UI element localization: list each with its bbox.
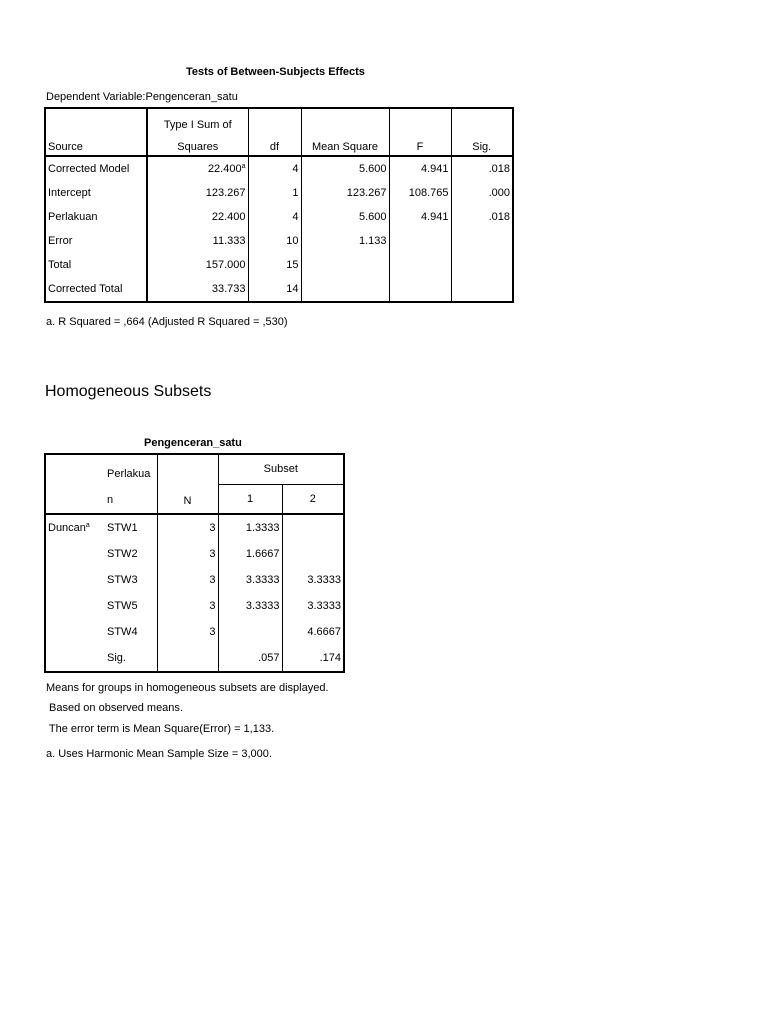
row-ss: 33.733 (211, 283, 246, 295)
row-n: 3 (157, 593, 218, 619)
duncan-note-3: The error term is Mean Square(Error) = 1,133. (46, 723, 275, 735)
header-f: F (389, 133, 451, 156)
row-sig (451, 277, 513, 302)
row-mean-square: 5.600 (301, 205, 389, 229)
row-n: 3 (157, 514, 218, 541)
row-df: 10 (248, 229, 301, 253)
method-cell (45, 567, 105, 593)
anova-header-row-1 (45, 108, 513, 133)
row-subset-1: 1.3333 (218, 514, 282, 541)
duncan-row (45, 541, 344, 567)
anova-row (45, 229, 513, 253)
row-sig (451, 253, 513, 277)
row-subset-1 (218, 619, 282, 645)
header-ss-line2: Squares (177, 141, 219, 153)
method-cell (45, 619, 105, 645)
row-source: Corrected Model (45, 156, 147, 181)
duncan-row (45, 593, 344, 619)
row-sig: .018 (451, 156, 513, 181)
row-ss: 22.400 (211, 211, 246, 223)
header-perlakuan (105, 454, 157, 514)
anova-row (45, 156, 513, 181)
duncan-note-2: Based on observed means. (46, 702, 183, 714)
row-subset-1: 1.6667 (218, 541, 282, 567)
row-f (389, 277, 451, 302)
row-df: 4 (248, 156, 301, 181)
row-n: 3 (157, 619, 218, 645)
method-cell (45, 645, 105, 672)
anova-row (45, 253, 513, 277)
row-f: 4.941 (389, 156, 451, 181)
row-source: Total (45, 253, 147, 277)
duncan-note-4: a. Uses Harmonic Mean Sample Size = 3,000. (46, 748, 272, 760)
row-subset-2: 3.3333 (282, 593, 344, 619)
row-ss: 157.000 (205, 259, 246, 271)
header-subset: Subset (218, 454, 344, 484)
method-cell (45, 541, 105, 567)
row-group: STW4 (107, 626, 138, 638)
row-source: Intercept (45, 181, 147, 205)
duncan-note-1: Means for groups in homogeneous subsets are displayed. (46, 682, 329, 694)
header-perlakuan-line1: Perlakua (107, 468, 151, 480)
row-group: STW3 (107, 574, 138, 586)
row-mean-square: 5.600 (301, 156, 389, 181)
header-subset-2: 2 (282, 484, 344, 514)
header-mean-square: Mean Square (301, 133, 389, 156)
row-f: 108.765 (389, 181, 451, 205)
row-n: 3 (157, 567, 218, 593)
method-label: Duncan (48, 522, 86, 534)
header-sig: Sig. (451, 133, 513, 156)
row-df: 15 (248, 253, 301, 277)
row-ss: 11.333 (212, 235, 246, 247)
method-cell (45, 514, 105, 541)
dependent-variable-label: Dependent Variable:Pengenceran_satu (46, 91, 238, 103)
row-subset-2 (282, 514, 344, 541)
sig-n (157, 645, 218, 672)
row-sig (451, 229, 513, 253)
row-mean-square (301, 277, 389, 302)
row-mean-square: 123.267 (301, 181, 389, 205)
anova-row (45, 277, 513, 302)
row-subset-1: 3.3333 (218, 567, 282, 593)
row-subset-2: 3.3333 (282, 567, 344, 593)
section-heading: Homogeneous Subsets (45, 383, 212, 400)
row-n: 3 (157, 541, 218, 567)
header-ss-line1: Type I Sum of (163, 119, 232, 131)
row-ss: 22.400$^a$ (207, 163, 246, 175)
header-subset-1: 1 (218, 484, 282, 514)
sig-label: Sig. (107, 652, 126, 664)
anova-footnote: a. R Squared = ,664 (Adjusted R Squared = ,530) (46, 316, 288, 328)
duncan-row (45, 619, 344, 645)
row-source: Corrected Total (45, 277, 147, 302)
row-f (389, 253, 451, 277)
row-group: STW2 (107, 548, 138, 560)
header-n: N (157, 454, 218, 514)
anova-row (45, 181, 513, 205)
footnote-marker: a (241, 163, 246, 170)
header-perlakuan-line2: n (107, 494, 114, 506)
row-group: STW1 (107, 522, 138, 534)
anova-row (45, 205, 513, 229)
anova-header-row-2 (45, 133, 513, 156)
duncan-sig-row (45, 645, 344, 672)
row-df: 1 (248, 181, 301, 205)
header-df: df (248, 133, 301, 156)
row-subset-2 (282, 541, 344, 567)
row-ss: 123.267 (205, 187, 246, 199)
row-source: Perlakuan (45, 205, 147, 229)
row-f (389, 229, 451, 253)
row-subset-1: 3.3333 (218, 593, 282, 619)
duncan-header-row-1 (45, 454, 344, 484)
duncan-row (45, 567, 344, 593)
row-sig: .000 (451, 181, 513, 205)
row-sig: .018 (451, 205, 513, 229)
row-mean-square (301, 253, 389, 277)
row-mean-square: 1.133 (301, 229, 389, 253)
duncan-row (45, 514, 344, 541)
footnote-marker: a (85, 522, 90, 529)
row-f: 4.941 (389, 205, 451, 229)
header-source: Source (45, 133, 147, 156)
anova-table (44, 107, 514, 303)
duncan-title: Pengenceran_satu (144, 437, 242, 449)
sig-subset-1: .057 (218, 645, 282, 672)
row-df: 14 (248, 277, 301, 302)
row-group: STW5 (107, 600, 138, 612)
duncan-table (44, 453, 345, 673)
row-subset-2: 4.6667 (282, 619, 344, 645)
anova-title: Tests of Between-Subjects Effects (186, 66, 365, 78)
row-source: Error (45, 229, 147, 253)
method-cell (45, 593, 105, 619)
sig-subset-2: .174 (282, 645, 344, 672)
row-df: 4 (248, 205, 301, 229)
